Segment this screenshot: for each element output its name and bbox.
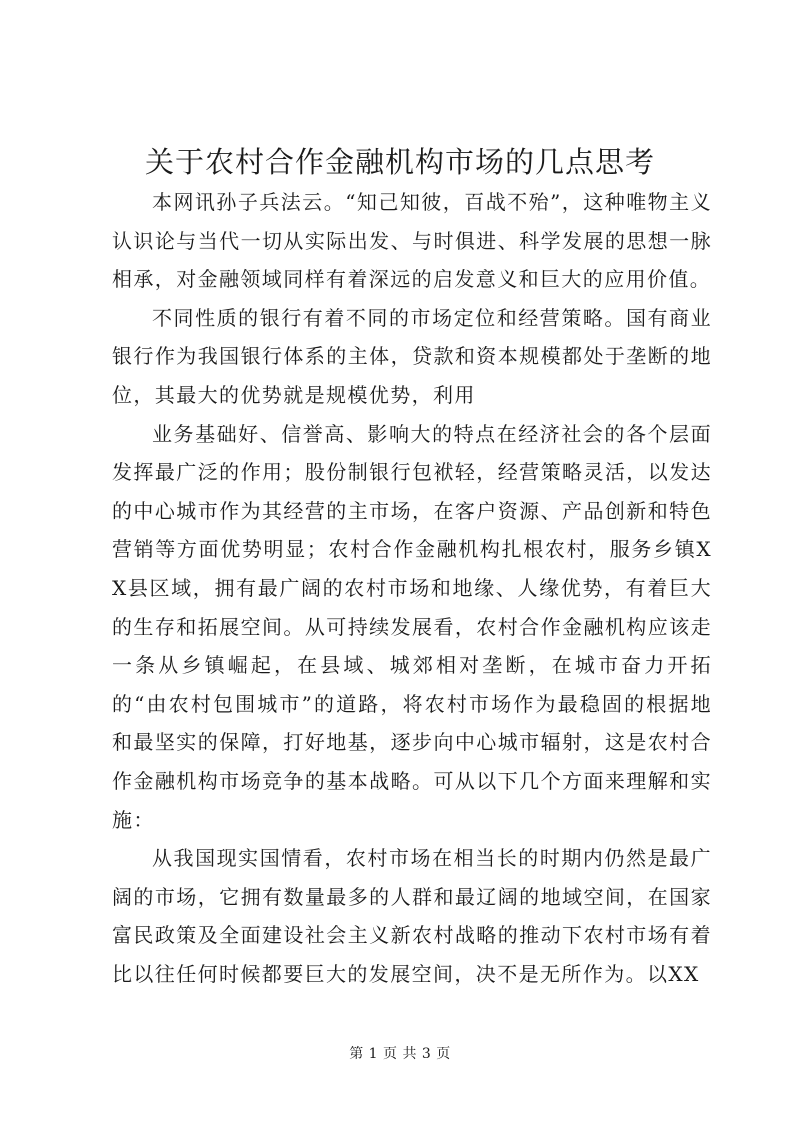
document-title: 关于农村合作金融机构市场的几点思考 bbox=[144, 145, 655, 179]
paragraph-rural-market: 从我国现实国情看，农村市场在相当长的时期内仍然是最广阔的市场，它拥有数量最多的人群和最辽阔的地域空间，在国家富民政策及全面建设社会主义新农村战略的推动下农村市场有着比以往任何时候都要巨大的发展空间，决不是无所作为。以XX bbox=[112, 846, 712, 986]
paragraph-intro: 本网讯孙子兵法云。“知己知彼，百战不殆”，这种唯物主义认识论与当代一切从实际出发、与时俱进、科学发展的思想一脉相承，对金融领域同样有着深远的启发意义和巨大的应用价值。 bbox=[112, 190, 712, 292]
paragraph-bank-positioning: 不同性质的银行有着不同的市场定位和经营策略。国有商业银行作为我国银行体系的主体，贷款和资本规模都处于垄断的地位，其最大的优势就是规模优势，利用 bbox=[112, 305, 712, 407]
document-body bbox=[112, 183, 712, 993]
page-number-footer: 第 1 页 共 3 页 bbox=[349, 1046, 451, 1062]
paragraph-strategy: 业务基础好、信誉高、影响大的特点在经济社会的各个层面发挥最广泛的作用；股份制银行包袱轻，经营策略灵活，以发达的中心城市作为其经营的主市场，在客户资源、产品创新和特色营销等方面优势明显；农村合作金融机构扎根农村，服务乡镇XX县区域，拥有最广阔的农村市场和地缘、人缘优势，有着巨大的生存和拓展空间。从可持续发展看，农村合作金融机构应该走一条从乡镇崛起，在县域、城郊相对垄断，在城市奋力开拓的“由农村包围城市”的道路，将农村市场作为最稳固的根据地和最坚实的保障，打好地基，逐步向中心城市辐射，这是农村合作金融机构市场竞争的基本战略。可从以下几个方面来理解和实施： bbox=[112, 421, 712, 832]
